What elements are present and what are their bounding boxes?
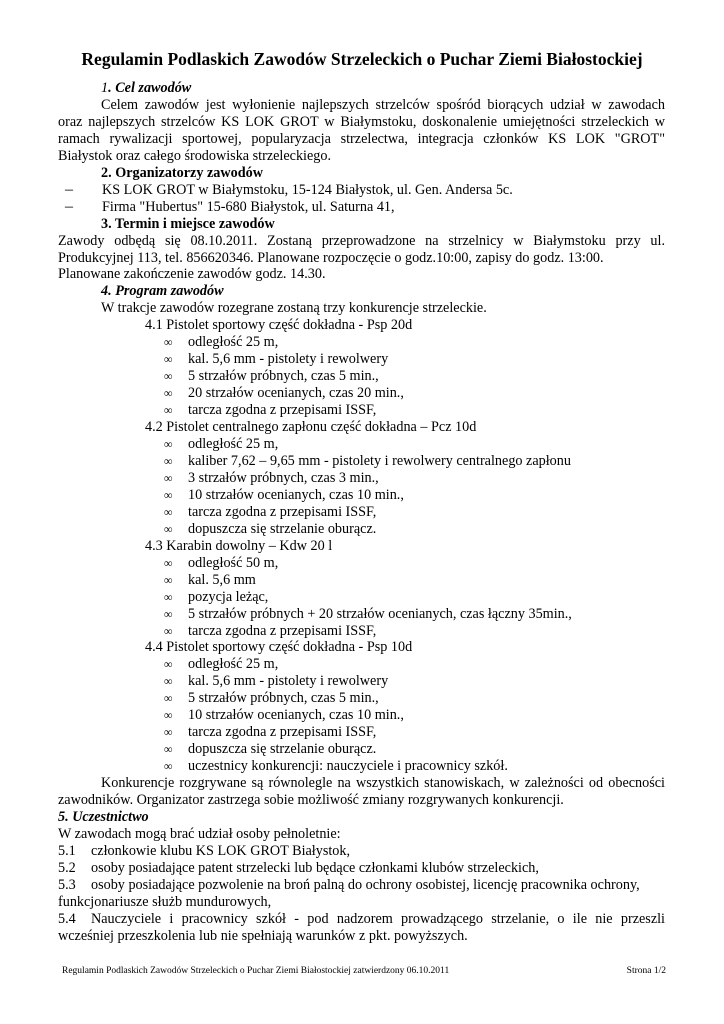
dash-marker: – <box>65 180 73 198</box>
cel-line-4: Białystok oraz całego środowiska strzeleckiego. <box>58 147 332 164</box>
participant-item <box>58 860 665 877</box>
infinity-bullet-icon: ∞ <box>164 386 173 401</box>
section-1-title: . Cel zawodów <box>108 80 192 96</box>
competition-4-4-list <box>58 656 665 775</box>
competition-rule-item <box>58 758 665 775</box>
competition-4-4-title: 4.4 Pistolet sportowy część dokładna - Psp 10d <box>145 639 413 656</box>
document-body <box>58 80 665 945</box>
section-5-heading: 5. Uczestnictwo <box>58 808 149 825</box>
infinity-bullet-icon: ∞ <box>164 623 173 638</box>
program-closing-line-1: Konkurencje rozgrywane są równolegle na wszystkich stanowiskach, w zależności od obecności <box>101 775 665 792</box>
infinity-bullet-icon: ∞ <box>164 504 173 519</box>
program-closing-line-2: zawodników. Organizator zastrzega sobie możliwość zmiany rozgrywanych konkurencji. <box>58 792 564 809</box>
competition-rule-text: tarcza zgodna z przepisami ISSF, <box>188 503 377 520</box>
competition-rule-item <box>58 436 665 453</box>
termin-line-2: Produkcyjnej 113, tel. 856620346. Planowane rozpoczęcie o godz.10:00, zapisy do godz. 13:00. <box>58 249 604 266</box>
competition-rule-item <box>58 504 665 521</box>
organizer-text: Firma "Hubertus" 15-680 Białystok, ul. Saturna 41, <box>102 198 395 215</box>
competition-rule-item <box>58 334 665 351</box>
cel-line-3: ramach rywalizacji sportowej, popularyzacja strzelectwa, integracja członków KS LOK "GROT" <box>58 130 665 147</box>
organizer-item <box>58 182 665 199</box>
competition-rule-text: odległość 25 m, <box>188 334 279 351</box>
section-2-heading: 2. Organizatorzy zawodów <box>101 164 263 181</box>
competition-rule-item <box>58 724 665 741</box>
participant-text: członkowie klubu KS LOK GROT Białystok, <box>91 842 351 859</box>
infinity-bullet-icon: ∞ <box>164 403 173 418</box>
competition-rule-item <box>58 555 665 572</box>
program-intro: W trakcje zawodów rozegrane zostaną trzy konkurencje strzeleckie. <box>101 300 487 317</box>
competition-rule-item <box>58 673 665 690</box>
competition-rule-text: odległość 50 m, <box>188 554 279 571</box>
section-1-number: 1 <box>101 80 109 96</box>
infinity-bullet-icon: ∞ <box>164 352 173 367</box>
competition-rule-text: odległość 25 m, <box>188 436 279 453</box>
competition-rule-item <box>58 453 665 470</box>
participant-text: Nauczyciele i pracownicy szkół - pod nadzorem prowadzącego strzelanie, o ile nie przeszli <box>91 910 665 927</box>
competition-4-1-list <box>58 334 665 419</box>
competition-rule-text: pozycja leżąc, <box>188 588 269 605</box>
infinity-bullet-icon: ∞ <box>164 555 173 570</box>
infinity-bullet-icon: ∞ <box>164 674 173 689</box>
footer-document-info: Regulamin Podlaskich Zawodów Strzeleckich o Puchar Ziemi Białostockiej zatwierdzony 06.10.2011 <box>62 966 450 976</box>
infinity-bullet-icon: ∞ <box>164 572 173 587</box>
termin-line-1: Zawody odbędą się 08.10.2011. Zostaną przeprowadzone na strzelnicy w Białymstoku przy ul. <box>58 232 665 249</box>
cel-line-1: Celem zawodów jest wyłonienie najlepszych strzelców spośród biorących udział w zawodach <box>101 96 665 113</box>
infinity-bullet-icon: ∞ <box>164 657 173 672</box>
organizer-item <box>58 199 665 216</box>
infinity-bullet-icon: ∞ <box>164 606 173 621</box>
competition-4-3-title: 4.3 Karabin dowolny – Kdw 20 l <box>145 537 333 554</box>
competition-rule-text: kaliber 7,62 – 9,65 mm - pistolety i rewolwery centralnego zapłonu <box>188 452 571 469</box>
infinity-bullet-icon: ∞ <box>164 521 173 536</box>
participant-continuation: wcześniej przeszkolenia lub nie spełniają warunków z pkt. powyższych. <box>58 927 468 944</box>
competition-rule-item <box>58 656 665 673</box>
competition-rule-item <box>58 690 665 707</box>
infinity-bullet-icon: ∞ <box>164 742 173 757</box>
competition-rule-text: dopuszcza się strzelanie oburącz. <box>188 741 377 758</box>
competition-rule-text: kal. 5,6 mm - pistolety i rewolwery <box>188 351 389 368</box>
footer-page-number: Strona 1/2 <box>626 966 666 976</box>
infinity-bullet-icon: ∞ <box>164 470 173 485</box>
competition-rule-text: 10 strzałów ocenianych, czas 10 min., <box>188 707 404 724</box>
page-footer <box>62 965 666 977</box>
organizer-text: KS LOK GROT w Białymstoku, 15-124 Białystok, ul. Gen. Andersa 5c. <box>102 181 513 198</box>
competition-rule-item <box>58 368 665 385</box>
competition-rule-text: tarcza zgodna z przepisami ISSF, <box>188 622 377 639</box>
participant-continuation: funkcjonariusze służb mundurowych, <box>58 893 272 910</box>
section-4-heading: 4. Program zawodów <box>101 283 224 300</box>
participant-text: osoby posiadające patent strzelecki lub będące członkami klubów strzeleckich, <box>91 859 539 876</box>
infinity-bullet-icon: ∞ <box>164 708 173 723</box>
participant-number: 5.3 <box>58 876 76 893</box>
participant-text: osoby posiadające pozwolenie na broń palną do ochrony osobistej, licencję pracownika ochrony, <box>91 876 640 893</box>
competition-4-2-list <box>58 436 665 538</box>
dash-marker: – <box>65 197 73 215</box>
infinity-bullet-icon: ∞ <box>164 589 173 604</box>
infinity-bullet-icon: ∞ <box>164 725 173 740</box>
competition-rule-text: 5 strzałów próbnych, czas 5 min., <box>188 690 379 707</box>
competition-rule-text: dopuszcza się strzelanie oburącz. <box>188 520 377 537</box>
competition-rule-text: 3 strzałów próbnych, czas 3 min., <box>188 469 379 486</box>
infinity-bullet-icon: ∞ <box>164 335 173 350</box>
competition-rule-item <box>58 606 665 623</box>
competition-rule-text: tarcza zgodna z przepisami ISSF, <box>188 724 377 741</box>
competition-rule-item <box>58 351 665 368</box>
infinity-bullet-icon: ∞ <box>164 453 173 468</box>
competition-rule-text: 20 strzałów ocenianych, czas 20 min., <box>188 385 404 402</box>
competition-rule-text: odległość 25 m, <box>188 656 279 673</box>
competition-rule-text: uczestnicy konkurencji: nauczyciele i pracownicy szkół. <box>188 758 508 775</box>
competition-rule-item <box>58 707 665 724</box>
competition-rule-text: 10 strzałów ocenianych, czas 10 min., <box>188 486 404 503</box>
competition-rule-text: 5 strzałów próbnych + 20 strzałów ocenianych, czas łączny 35min., <box>188 605 572 622</box>
section-1-heading <box>58 80 665 97</box>
competition-4-2-title: 4.2 Pistolet centralnego zapłonu część dokładna – Pcz 10d <box>145 419 477 436</box>
participant-number: 5.1 <box>58 842 76 859</box>
termin-line-3: Planowane zakończenie zawodów godz. 14.30. <box>58 266 326 283</box>
participant-item <box>58 911 665 928</box>
competition-4-3-list <box>58 555 665 640</box>
competition-4-1-title: 4.1 Pistolet sportowy część dokładna - Psp 20d <box>145 317 413 334</box>
competition-rule-item <box>58 521 665 538</box>
cel-line-2: oraz najlepszych strzelców KS LOK GROT w Białymstoku, doskonalenie umiejętności strzeleckich w <box>58 113 665 130</box>
section-3-heading: 3. Termin i miejsce zawodów <box>101 215 275 232</box>
participant-number: 5.4 <box>58 910 76 927</box>
competition-rule-item <box>58 385 665 402</box>
competition-rule-item <box>58 572 665 589</box>
uczestnictwo-intro: W zawodach mogą brać udział osoby pełnoletnie: <box>58 825 341 842</box>
participant-number: 5.2 <box>58 859 76 876</box>
document-title: Regulamin Podlaskich Zawodów Strzeleckich o Puchar Ziemi Białostockiej <box>81 49 643 69</box>
competition-rule-text: 5 strzałów próbnych, czas 5 min., <box>188 368 379 385</box>
competition-rule-text: tarcza zgodna z przepisami ISSF, <box>188 402 377 419</box>
participant-item <box>58 843 665 860</box>
competition-rule-text: kal. 5,6 mm - pistolety i rewolwery <box>188 673 389 690</box>
infinity-bullet-icon: ∞ <box>164 487 173 502</box>
competition-rule-item <box>58 623 665 640</box>
competition-rule-item <box>58 470 665 487</box>
competition-rule-item <box>58 402 665 419</box>
competition-rule-item <box>58 589 665 606</box>
infinity-bullet-icon: ∞ <box>164 369 173 384</box>
infinity-bullet-icon: ∞ <box>164 691 173 706</box>
competition-rule-text: kal. 5,6 mm <box>188 571 256 588</box>
participant-item <box>58 877 665 894</box>
infinity-bullet-icon: ∞ <box>164 437 173 452</box>
infinity-bullet-icon: ∞ <box>164 759 173 774</box>
competition-rule-item <box>58 741 665 758</box>
competition-rule-item <box>58 487 665 504</box>
